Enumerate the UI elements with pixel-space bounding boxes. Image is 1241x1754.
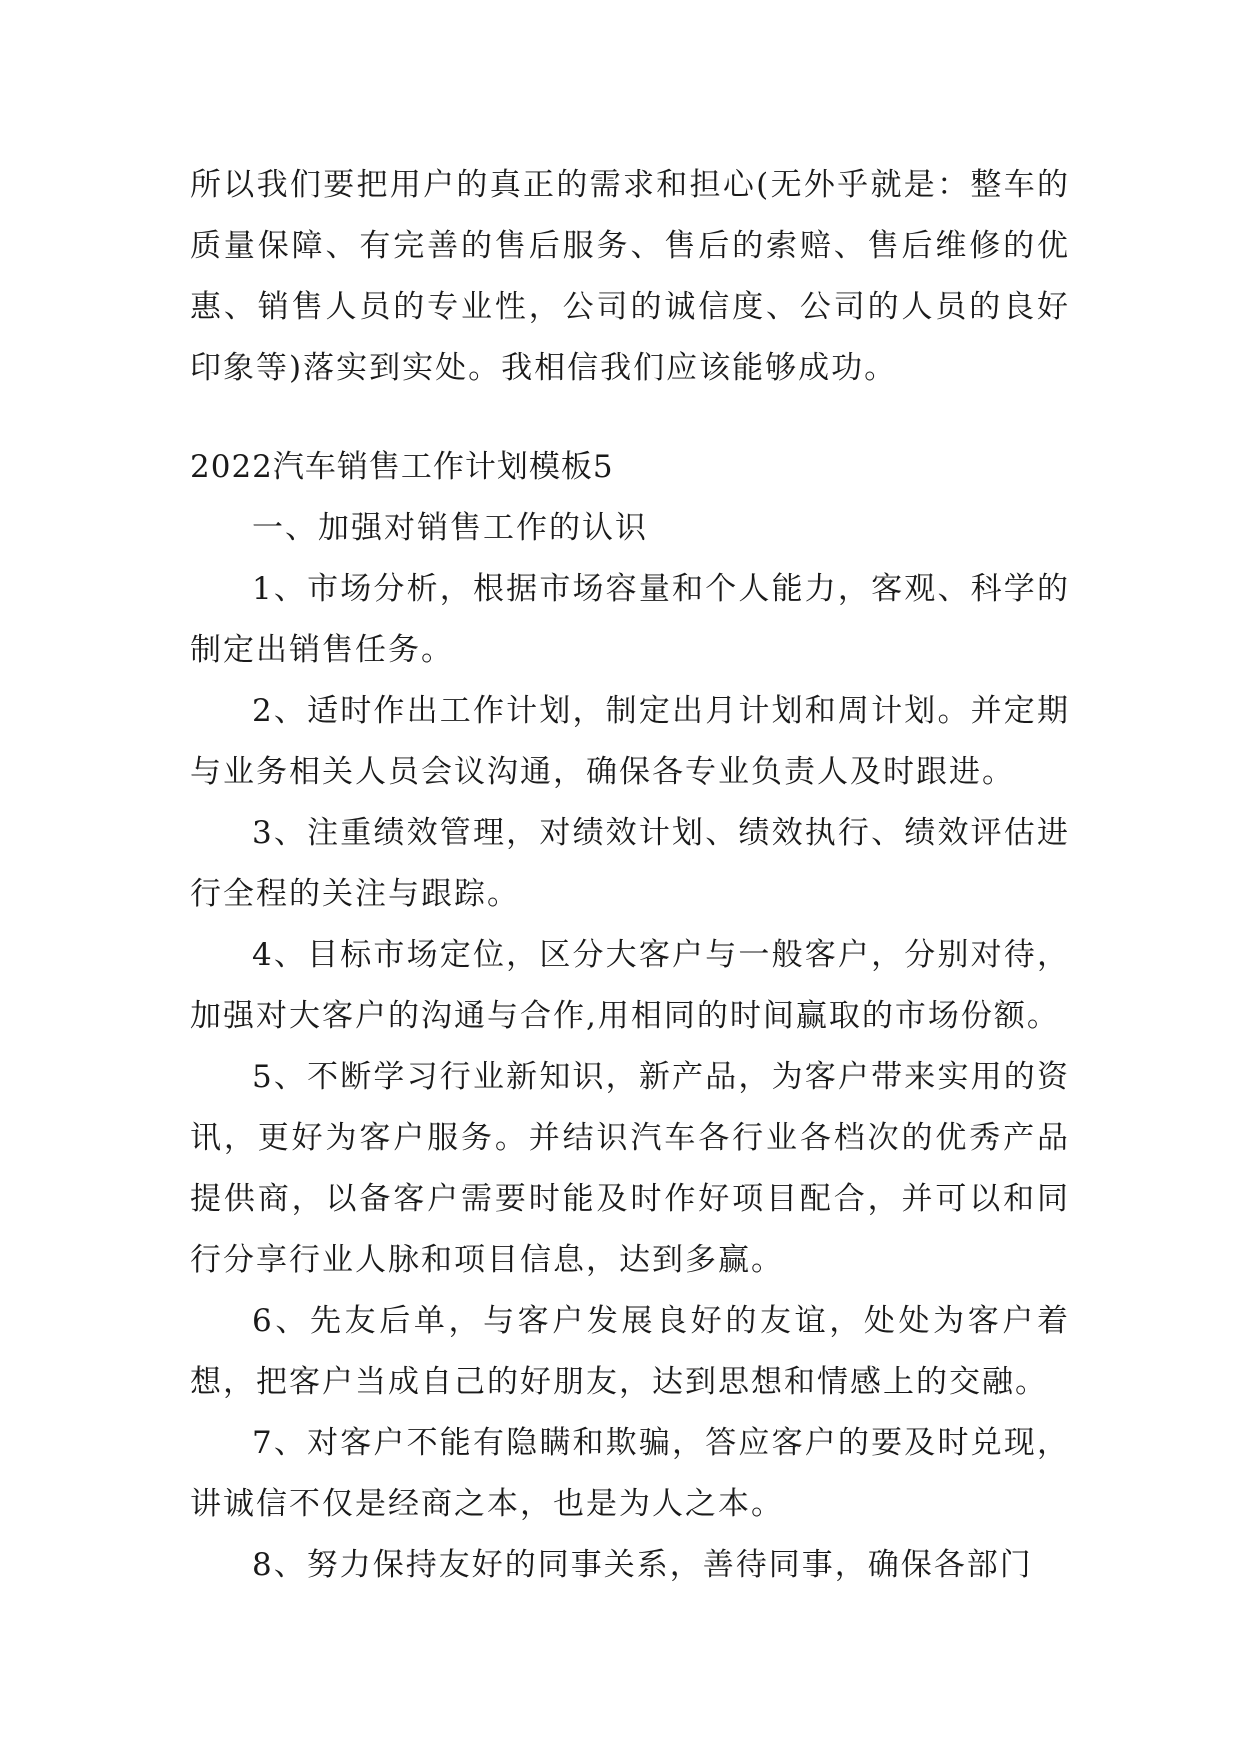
list-item-8: 8、努力保持友好的同事关系，善待同事，确保各部门 bbox=[252, 1547, 1033, 1583]
list-item-1: 1、市场分析，根据市场容量和个人能力，客观、科学的制定出销售任务。 bbox=[190, 571, 1070, 668]
paragraph-gap bbox=[190, 399, 1070, 437]
section-heading: 一、加强对销售工作的认识 bbox=[252, 510, 648, 546]
list-item-2: 2、适时作出工作计划，制定出月计划和周计划。并定期与业务相关人员会议沟通，确保各专业负责人及时跟进。 bbox=[190, 693, 1070, 790]
list-item-4: 4、目标市场定位，区分大客户与一般客户，分别对待，加强对大客户的沟通与合作,用相同的时间赢取的市场份额。 bbox=[190, 937, 1070, 1034]
intro-paragraph: 所以我们要把用户的真正的需求和担心(无外乎就是：整车的质量保障、有完善的售后服务、售后的索赔、售后维修的优惠、销售人员的专业性，公司的诚信度、公司的人员的良好印象等)落实到实处。我相信我们应该能够成功。 bbox=[190, 167, 1070, 386]
list-item-7: 7、对客户不能有隐瞒和欺骗，答应客户的要及时兑现，讲诚信不仅是经商之本，也是为人之本。 bbox=[190, 1425, 1070, 1522]
document-body bbox=[190, 155, 1070, 1596]
list-item-5: 5、不断学习行业新知识，新产品，为客户带来实用的资讯，更好为客户服务。并结识汽车各行业各档次的优秀产品提供商，以备客户需要时能及时作好项目配合，并可以和同行分享行业人脉和项目信息，达到多赢。 bbox=[190, 1059, 1070, 1278]
document-title: 2022汽车销售工作计划模板5 bbox=[190, 449, 614, 485]
list-item-3: 3、注重绩效管理，对绩效计划、绩效执行、绩效评估进行全程的关注与跟踪。 bbox=[190, 815, 1070, 912]
list-item-6: 6、先友后单，与客户发展良好的友谊，处处为客户着想，把客户当成自己的好朋友，达到思想和情感上的交融。 bbox=[190, 1303, 1070, 1400]
